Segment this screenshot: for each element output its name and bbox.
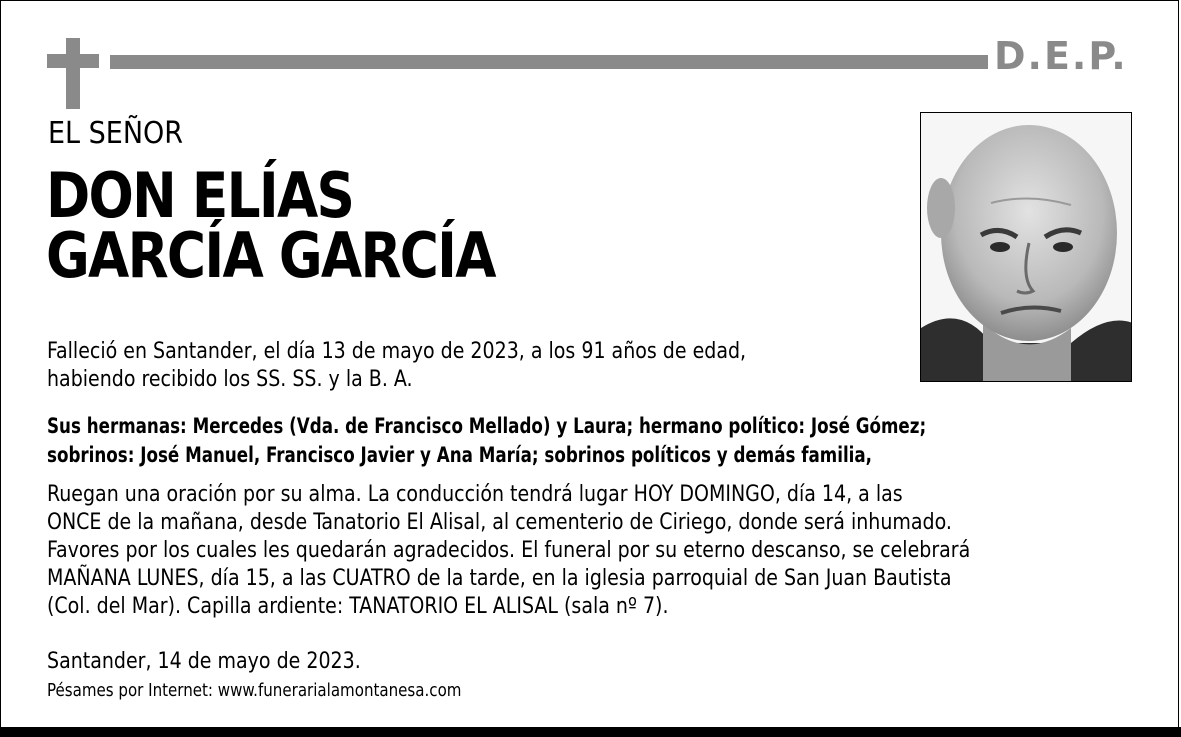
deceased-photo (920, 112, 1132, 382)
service-line: ONCE de la mañana, desde Tanatorio El Alisal, al cementerio de Ciriego, donde será inhumado. (47, 510, 952, 535)
service-line: Ruegan una oración por su alma. La conducción tendrá lugar HOY DOMINGO, día 14, a las (47, 482, 903, 507)
honorific: EL SEÑOR (48, 116, 184, 151)
service-details (47, 481, 970, 621)
family-line: sobrinos: José Manuel, Francisco Javier y Ana María; sobrinos políticos y demás familia, (47, 443, 873, 467)
cross-icon (66, 38, 80, 109)
dep-badge: D.E.P. (994, 34, 1128, 78)
service-line: (Col. del Mar). Capilla ardiente: TANATORIO EL ALISAL (sala nº 7). (47, 594, 669, 619)
family-line: Sus hermanas: Mercedes (Vda. de Francisco Mellado) y Laura; hermano político: José Gómez; (47, 414, 927, 438)
place-date: Santander, 14 de mayo de 2023. (47, 649, 361, 674)
deceased-name-line2: GARCÍA GARCÍA (46, 219, 495, 292)
death-notice-line: habiendo recibido los SS. SS. y la B. A. (47, 367, 413, 392)
service-line: Favores por los cuales les quedarán agradecidos. El funeral por su eterno descanso, se celebrará (47, 538, 971, 563)
deceased-name (46, 159, 495, 292)
deceased-name-line1: DON ELÍAS (46, 159, 354, 232)
bottom-border (0, 727, 1181, 737)
cross-icon-bar (47, 54, 99, 68)
death-notice-line: Falleció en Santander, el día 13 de mayo de 2023, a los 91 años de edad, (47, 339, 747, 364)
condolences-link: Pésames por Internet: www.funerarialamontanesa.com (47, 680, 462, 701)
family-list (47, 412, 926, 470)
header-rule (110, 55, 988, 69)
service-line: MAÑANA LUNES, día 15, a las CUATRO de la tarde, en la iglesia parroquial de San Juan Bautista (47, 566, 952, 591)
death-notice (47, 338, 746, 394)
portrait-image (921, 113, 1132, 382)
